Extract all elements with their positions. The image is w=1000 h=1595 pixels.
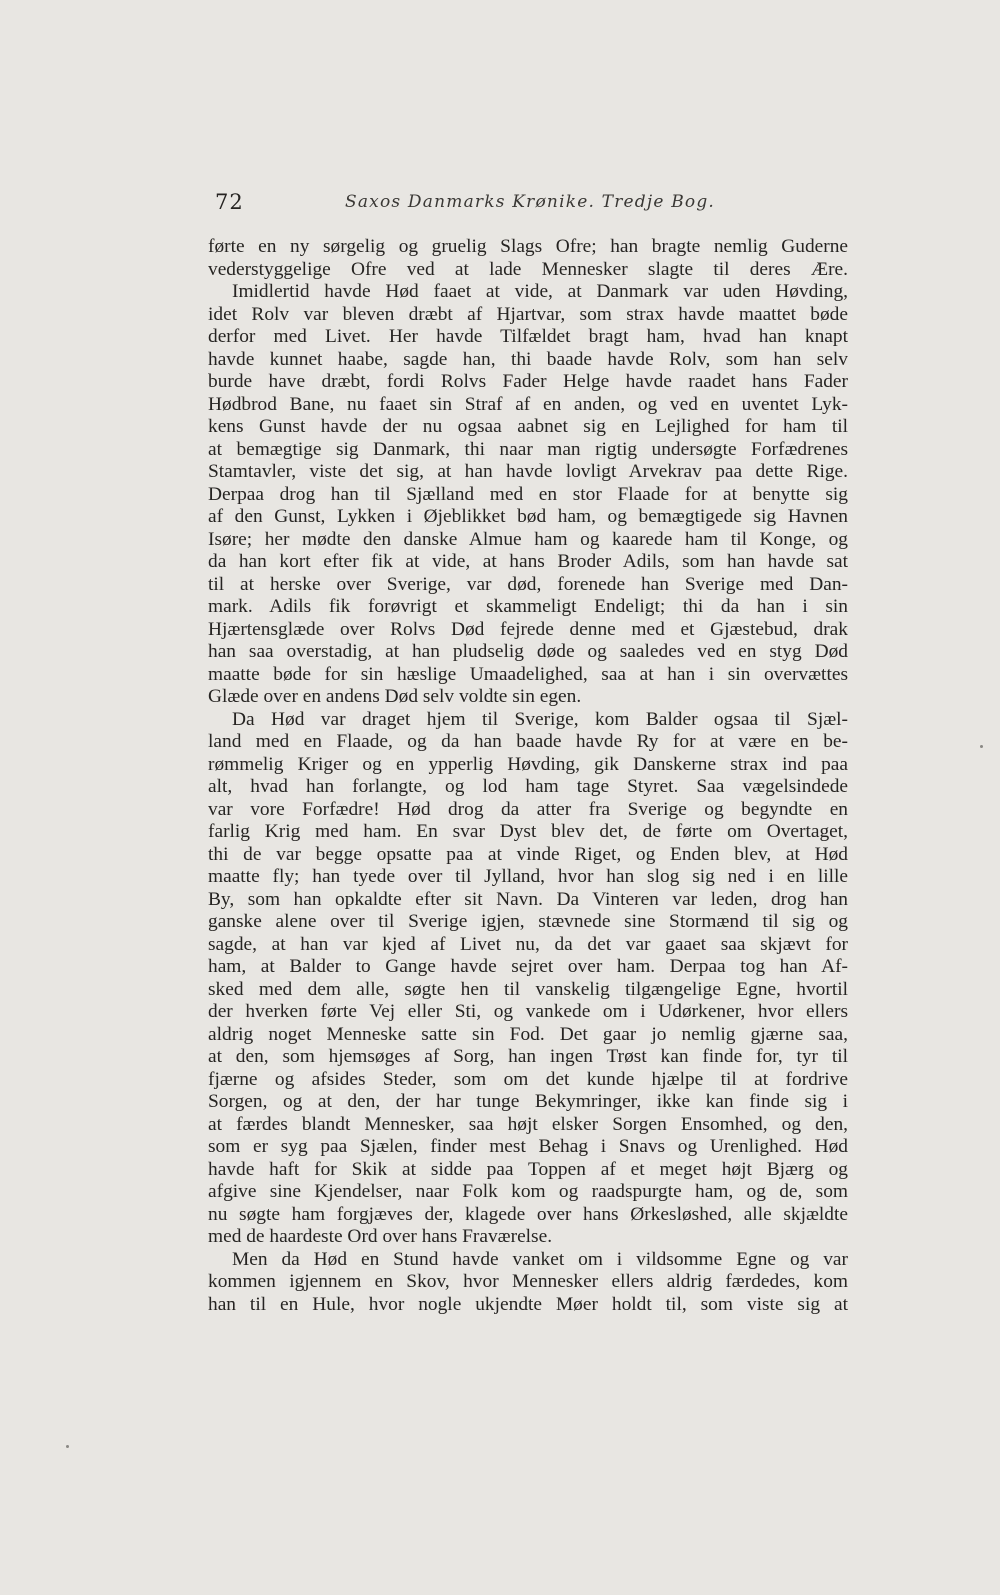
text-line: burde have dræbt, fordi Rolvs Fader Helge havde raadet hans Fader bbox=[208, 371, 848, 392]
text-line: han saa overstadig, at han pludselig døde og saaledes ved en styg Død bbox=[208, 641, 848, 662]
text-line: sked med dem alle, søgte hen til vanskelig tilgængelige Egne, hvortil bbox=[208, 978, 848, 1000]
text-line: førte en ny sørgelig og gruelig Slags Ofre; han bragte nemlig Guderne bbox=[208, 236, 848, 257]
paper-speck bbox=[980, 745, 983, 748]
text-line: By, som han opkaldte efter sit Navn. Da Vinteren var leden, drog han bbox=[208, 888, 848, 910]
text-line: thi de var begge opsatte paa at vinde Riget, og Enden blev, at Hød bbox=[208, 843, 848, 865]
text-line: rømmelig Kriger og en ypperlig Høvding, gik Danskerne strax ind paa bbox=[208, 753, 848, 775]
text-line: der hverken førte Vej eller Sti, og vankede om i Udørkener, hvor ellers bbox=[208, 1001, 848, 1022]
text-line: han til en Hule, hvor nogle ukjendte Møer holdt til, som viste sig at bbox=[208, 1293, 848, 1315]
text-line: var vore Forfædre! Hød drog da atter fra Sverige og begyndte en bbox=[208, 798, 848, 820]
text-line: Derpaa drog han til Sjælland med en stor Flaade for at benytte sig bbox=[208, 483, 848, 505]
text-line: ham, at Balder to Gange havde sejret over ham. Derpaa tog han Af- bbox=[208, 956, 848, 977]
page-header bbox=[215, 190, 855, 218]
running-title: Saxos Danmarks Krønike. Tredje Bog. bbox=[345, 192, 716, 212]
text-line: Men da Hød en Stund havde vanket om i vildsomme Egne og var bbox=[232, 1248, 848, 1270]
text-line: maatte bøde for sin hæslige Umaadelighed, saa at han i sin overvættes bbox=[208, 663, 848, 685]
text-line: Hødbrod Bane, nu faaet sin Straf af en anden, og ved en uventet Lyk- bbox=[208, 393, 848, 415]
text-line: kommen igjennem en Skov, hvor Mennesker ellers aldrig færdedes, kom bbox=[208, 1271, 848, 1292]
text-line: afgive sine Kjendelser, naar Folk kom og raadspurgte ham, og de, som bbox=[208, 1181, 848, 1202]
body-text bbox=[208, 236, 853, 1356]
text-line: idet Rolv var bleven dræbt af Hjartvar, som strax havde maattet bøde bbox=[208, 303, 848, 325]
text-line: Da Hød var draget hjem til Sverige, kom Balder ogsaa til Sjæl- bbox=[232, 708, 848, 730]
text-line: Stamtavler, viste det sig, at han havde lovligt Arvekrav paa dette Rige. bbox=[208, 461, 848, 482]
text-line: som er syg paa Sjælen, finder mest Behag i Snavs og Urenlighed. Hød bbox=[208, 1136, 848, 1157]
text-line: maatte fly; han tyede over til Jylland, hvor han slog sig ned i en lille bbox=[208, 866, 848, 887]
paper-speck bbox=[66, 1445, 69, 1448]
text-line: Sorgen, og at den, der har tunge Bekymringer, ikke kan finde sig i bbox=[208, 1091, 848, 1112]
text-line: Hjærtensglæde over Rolvs Død fejrede denne med et Gjæstebud, drak bbox=[208, 618, 848, 640]
text-line: fjærne og afsides Steder, som om det kunde hjælpe til at fordrive bbox=[208, 1068, 848, 1090]
text-line: havde haft for Skik at sidde paa Toppen af et meget højt Bjærg og bbox=[208, 1158, 848, 1180]
text-line: sagde, at han var kjed af Livet nu, da det var gaaet saa skjævt for bbox=[208, 933, 848, 955]
text-line: af den Gunst, Lykken i Øjeblikket bød ham, og bemægtigede sig Havnen bbox=[208, 506, 848, 527]
text-line: derfor med Livet. Her havde Tilfældet bragt ham, hvad han knapt bbox=[208, 326, 848, 347]
text-line: land med en Flaade, og da han baade havde Ry for at være en be- bbox=[208, 731, 848, 752]
text-line: Imidlertid havde Hød faaet at vide, at Danmark var uden Høvding, bbox=[232, 281, 848, 302]
text-line: Glæde over en andens Død selv voldte sin egen. bbox=[208, 686, 582, 707]
text-line: aldrig noget Menneske satte sin Fod. Det gaar jo nemlig gjærne saa, bbox=[208, 1023, 848, 1045]
text-line: kens Gunst havde der nu ogsaa aabnet sig en Lejlighed for ham til bbox=[208, 416, 848, 437]
text-line: ganske alene over til Sverige igjen, stævnede sine Stormænd til sig og bbox=[208, 911, 848, 932]
text-line: da han kort efter fik at vide, at hans Broder Adils, som han havde sat bbox=[208, 551, 848, 572]
text-line: mark. Adils fik forøvrigt et skammeligt Endeligt; thi da han i sin bbox=[208, 596, 848, 617]
text-line: til at herske over Sverige, var død, forenede han Sverige med Dan- bbox=[208, 573, 848, 595]
text-line: med de haardeste Ord over hans Fraværelse. bbox=[208, 1226, 553, 1247]
text-line: vederstyggelige Ofre ved at lade Mennesker slagte til deres Ære. bbox=[208, 258, 848, 280]
text-line: Isøre; her mødte den danske Almue ham og kaarede ham til Konge, og bbox=[208, 528, 848, 550]
text-line: havde kunnet haabe, sagde han, thi baade havde Rolv, som han selv bbox=[208, 348, 848, 370]
page-number: 72 bbox=[215, 190, 244, 214]
text-line: at færdes blandt Mennesker, saa højt elsker Sorgen Ensomhed, og den, bbox=[208, 1113, 848, 1135]
text-line: at bemægtige sig Danmark, thi naar man rigtig undersøgte Forfædrenes bbox=[208, 438, 848, 460]
text-line: nu søgte ham forgjæves der, klagede over hans Ørkesløshed, alle skjældte bbox=[208, 1203, 848, 1225]
text-line: farlig Krig med ham. En svar Dyst blev det, de førte om Overtaget, bbox=[208, 821, 848, 842]
text-line: alt, hvad han forlangte, og lod ham tage Styret. Saa vægelsindede bbox=[208, 776, 848, 797]
text-line: at den, som hjemsøges af Sorg, han ingen Trøst kan finde for, tyr til bbox=[208, 1046, 848, 1067]
